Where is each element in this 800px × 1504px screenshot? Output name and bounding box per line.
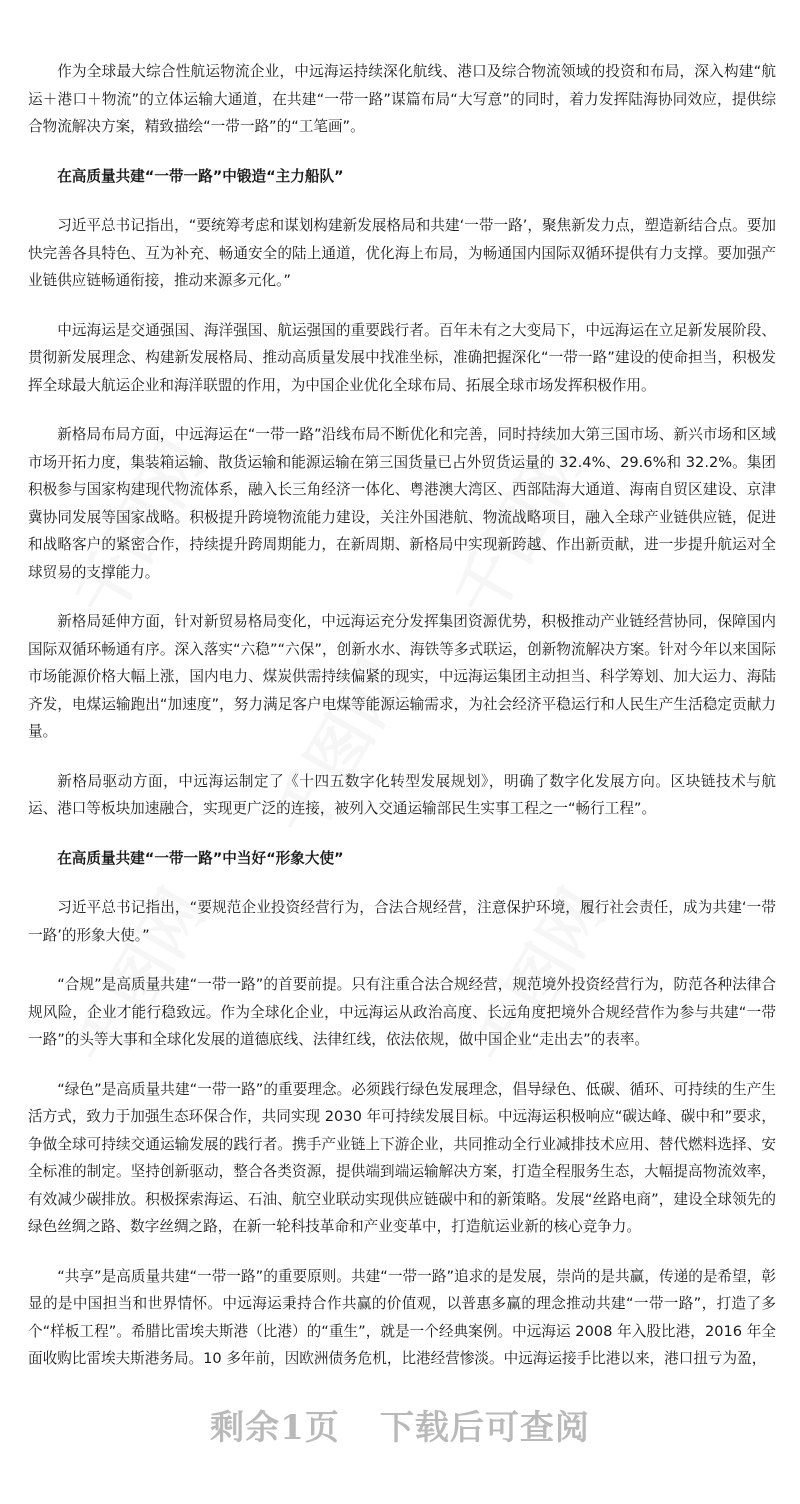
paragraph: “绿色”是高质量共建“一带一路”的重要理念。必须践行绿色发展理念，倡导绿色、低碳、循环、可持续的生产生活方式，致力于加强生态环保合作，共同实现 2030 年可持续发展目标。中远海运积极响应“碳达峰、碳中和”要求，争做全球可持续交通运输发展的践行者。携手产业链上下游企业，共同推动全行业减排技术应用、替代燃料选择、安全标准的制定。坚持创新驱动，整合各类资源，提供端到端运输解决方案，打造全程服务生态，大幅提高物流效率，有效减少碳排放。积极探索海运、石油、航空业联动实现供应链碳中和的新策略。发展“丝路电商”，建设全球领先的绿色丝绸之路、数字丝绸之路，在新一轮科技革命和产业变革中，打造航运业新的核心竞争力。: [28, 1080, 776, 1235]
section-heading: 在高质量共建“一带一路”中当好“形象大使”: [57, 849, 344, 867]
paragraph: 习近平总书记指出，“要规范企业投资经营行为，合法合规经营，注意保护环境，履行社会责任，成为共建‘一带一路’的形象大使。”: [28, 899, 776, 944]
download-to-view-text: 下载后可查阅: [379, 1408, 590, 1448]
paragraph: 新格局驱动方面，中远海运制定了《十四五数字化转型发展规划》，明确了数字化发展方向。区块链技术与航运、港口等板块加速融合，实现更广泛的连接，被列入交通运输部民生实事工程之一“畅行工程”。: [28, 772, 776, 817]
paragraph: “合规”是高质量共建“一带一路”的首要前提。只有注重合法合规经营，规范境外投资经营行为，防范各种法律合规风险，企业才能行稳致远。作为全球化企业，中远海运从政治高度、长远角度把境外合规经营作为参与共建“一带一路”的头等大事和全球化发展的道德底线、法律红线，依法依规，做中国企业“走出去”的表率。: [28, 976, 776, 1048]
section-heading: 在高质量共建“一带一路”中锻造“主力船队”: [57, 167, 344, 185]
paragraph: 中远海运是交通强国、海洋强国、航运强国的重要践行者。百年未有之大变局下，中远海运在立足新发展阶段、贯彻新发展理念、构建新发展格局、推动高质量发展中找准坐标，准确把握深化“一带一路”建设的使命担当，积极发挥全球最大航运企业和海洋联盟的作用，为中国企业优化全球布局、拓展全球市场发挥积极作用。: [28, 321, 776, 394]
document-body: [28, 58, 776, 1395]
remaining-pages-text: 剩余1页: [210, 1408, 340, 1448]
paragraph: 新格局延伸方面，针对新贸易格局变化，中远海运充分发挥集团资源优势，积极推动产业链经营协同，保障国内国际双循环畅通有序。深入落实“六稳”“六保”，创新水水、海铁等多式联运，创新物流解决方案。针对今年以来国际市场能源价格大幅上涨，国内电力、煤炭供需持续偏紧的现实，中远海运集团主动担当、科学筹划、加大运力、海陆齐发，电煤运输跑出“加速度”，努力满足客户电煤等能源运输需求，为社会经济平稳运行和人民生产生活稳定贡献力量。: [28, 613, 776, 740]
paragraph: 作为全球最大综合性航运物流企业，中远海运持续深化航线、港口及综合物流领域的投资和布局，深入构建“航运＋港口＋物流”的立体运输大通道，在共建“一带一路”谋篇布局“大写意”的同时，着力发挥陆海协同效应，提供综合物流解决方案，精致描绘“一带一路”的“工笔画”。: [28, 63, 776, 135]
paragraph: “共享”是高质量共建“一带一路”的重要原则。共建“一带一路”追求的是发展，崇尚的是共赢，传递的是希望，彰显的是中国担当和世界情怀。中远海运秉持合作共赢的价值观，以普惠多赢的理念推动共建“一带一路”，打造了多个“样板工程”。希腊比雷埃夫斯港（比港）的“重生”，就是一个经典案例。中远海运 2008 年入股比港，2016 年全面收购比雷埃夫斯港务局。10 多年前，因欧洲债务危机，比港经营惨淡。中远海运接手比港以来，港口扭亏为盈，: [28, 1267, 776, 1367]
paragraph: 新格局布局方面，中远海运在“一带一路”沿线布局不断优化和完善，同时持续加大第三国市场、新兴市场和区域市场开拓力度，集装箱运输、散货运输和能源运输在第三国货量已占外贸货运量的 32.4%、29.6%和 32.2%。集团积极参与国家构建现代物流体系，融入长三角经济一体化、粤港澳大湾区、西部陆海大通道、海南自贸区建设、京津冀协同发展等国家战略。积极提升跨境物流能力建设，关注外国港航、物流战略项目，融入全球产业链供应链，促进和战略客户的紧密合作，持续提升跨周期能力，在新周期、新格局中实现新跨越、作出新贡献，进一步提升航运对全球贸易的支撑能力。: [28, 426, 776, 581]
download-prompt[interactable]: [0, 1400, 800, 1460]
paragraph: 习近平总书记指出，“要统筹考虑和谋划构建新发展格局和共建‘一带一路’，聚焦新发力点，塑造新结合点。要加快完善各具特色、互为补充、畅通安全的陆上通道，优化海上布局，为畅通国内国际双循环提供有力支撑。要加强产业链供应链畅通衔接，推动来源多元化。”: [28, 217, 776, 289]
